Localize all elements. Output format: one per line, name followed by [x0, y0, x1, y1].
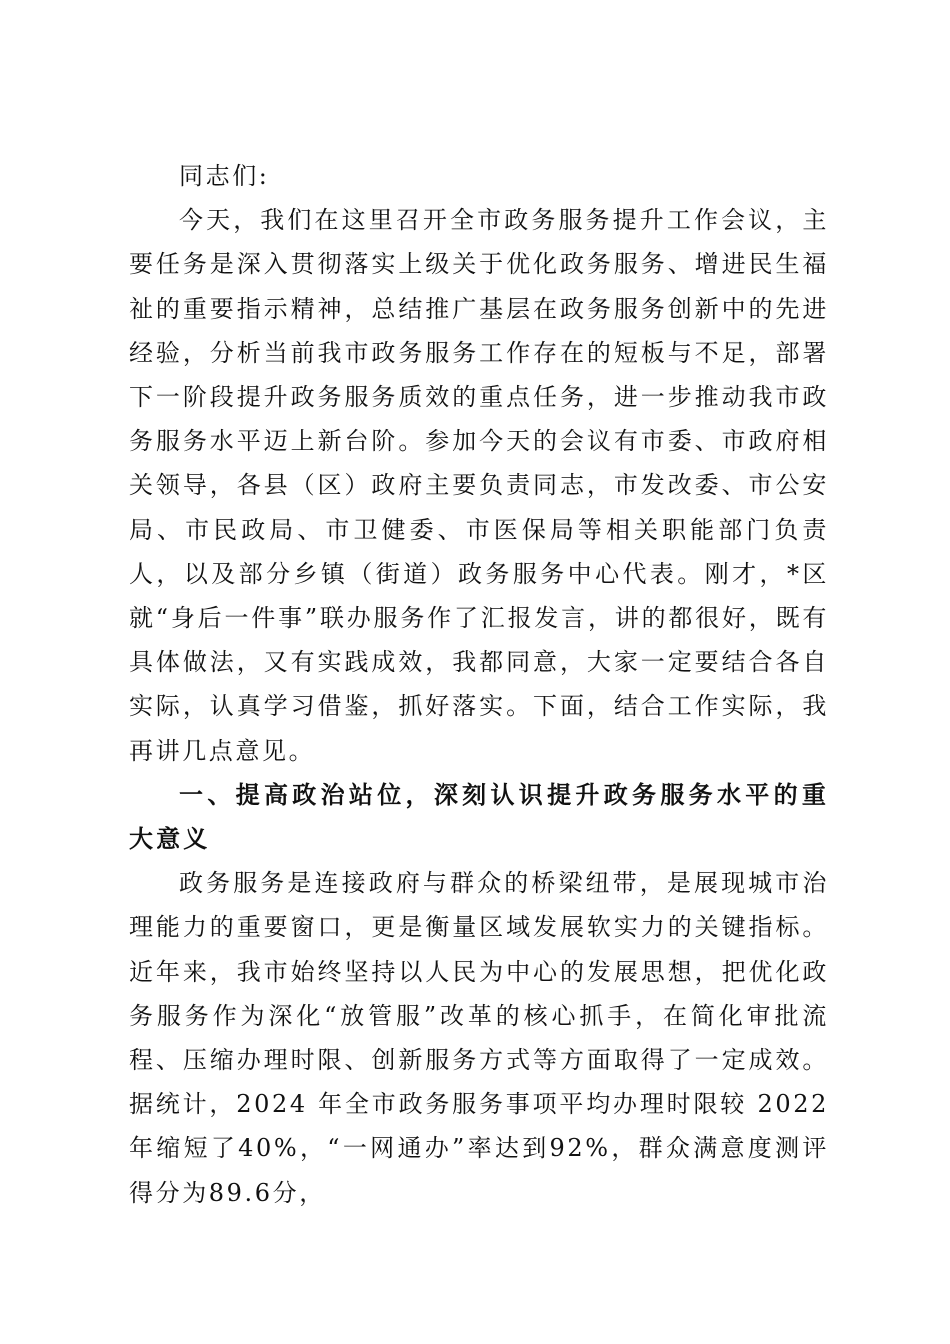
section-heading-1: 一、提高政治站位，深刻认识提升政务服务水平的重大意义 [129, 779, 829, 854]
section-1-paragraph: 政务服务是连接政府与群众的桥梁纽带，是展现城市治理能力的重要窗口，更是衡量区域发展软实力的关键指标。近年来，我市始终坚持以人民为中心的发展思想，把优化政务服务作为深化“放管服”改革的核心抓手，在简化审批流程、压缩办理时限、创新服务方式等方面取得了一定成效。据统计，2024 年全市政务服务事项平均办理时限较 2022 年缩短了40%，“一网通办”率达到92%，群众满意度测评得分为89.6分， [129, 869, 829, 1207]
speech-body [129, 154, 829, 1215]
salutation: 同志们: [179, 162, 270, 190]
opening-paragraph: 今天，我们在这里召开全市政务服务提升工作会议，主要任务是深入贯彻落实上级关于优化政务服务、增进民生福祉的重要指示精神，总结推广基层在政务服务创新中的先进经验，分析当前我市政务服务工作存在的短板与不足，部署下一阶段提升政务服务质效的重点任务，进一步推动我市政务服务水平迈上新台阶。参加今天的会议有市委、市政府相关领导，各县（区）政府主要负责同志，市发改委、市公安局、市民政局、市卫健委、市医保局等相关职能部门负责人，以及部分乡镇（街道）政务服务中心代表。刚才，*区就“身后一件事”联办服务作了汇报发言，讲的都很好，既有具体做法，又有实践成效，我都同意，大家一定要结合各自实际，认真学习借鉴，抓好落实。下面，结合工作实际，我再讲几点意见。 [129, 206, 829, 765]
